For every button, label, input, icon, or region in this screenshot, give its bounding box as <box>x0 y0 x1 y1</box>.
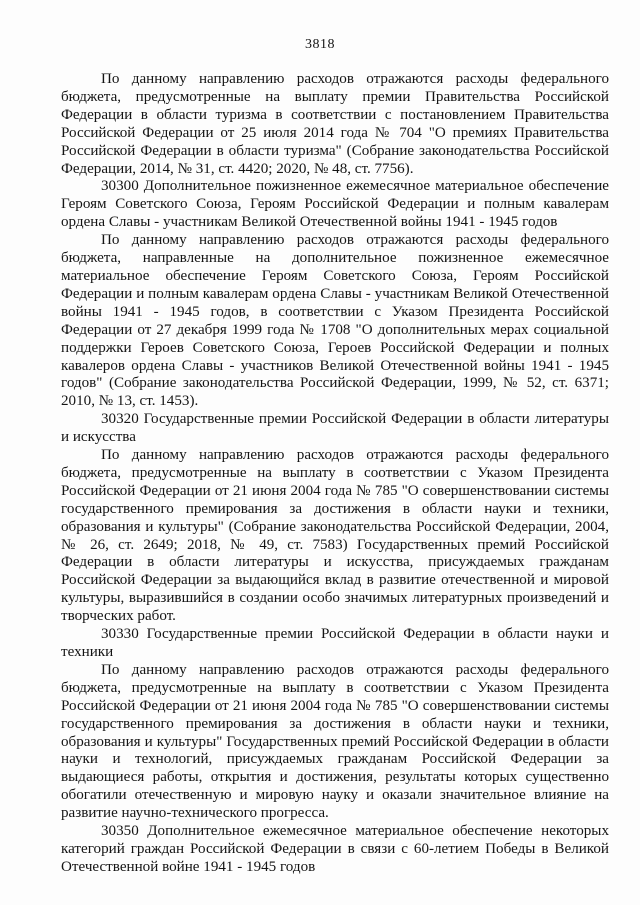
paragraph-code-30320-heading: 30320 Государственные премии Российской Федерации в области литературы и искусства <box>61 411 609 446</box>
paragraph-code-30320-description: По данному направлению расходов отражаются расходы федерального бюджета, предусмотренные на выплату в соответствии с Указом Президента Российской Федерации от 21 июня 2004 года № 785 "О совершенствовании системы государственного премирования за достижения в области науки и техники, образования и культуры" (Собрание законодательства Российской Федерации, 2004, № 26, ст. 2649; 2018, № 49, ст. 7583) Государственных премий Российской Федерации в области литературы и искусства, присуждаемых гражданам Российской Федерации за выдающийся вклад в развитие отечественной и мировой культуры, выразившийся в создании особо значимых литературных произведений и творческих работ. <box>61 447 609 625</box>
document-body <box>61 71 609 877</box>
paragraph-code-30330-heading: 30330 Государственные премии Российской Федерации в области науки и техники <box>61 626 609 660</box>
page-number: 3818 <box>305 37 335 52</box>
paragraph-code-30300-heading: 30300 Дополнительное пожизненное ежемесячное материальное обеспечение Героям Советского Союза, Героям Российской Федерации и полным кавалерам ордена Славы - участникам Великой Отечественной войны 1941 - 1945 годов <box>61 178 609 231</box>
paragraph-code-30330-description: По данному направлению расходов отражаются расходы федерального бюджета, предусмотренные на выплату в соответствии с Указом Президента Российской Федерации от 21 июня 2004 года № 785 "О совершенствовании системы государственного премирования за достижения в области науки и техники, образования и культуры" Государственных премий Российской Федерации в области науки и технологий, присуждаемых гражданам Российской Федерации за выдающиеся работы, открытия и достижения, результаты которых существенно обогатили отечественную и мировую науку и оказали значительное влияние на развитие научно-технического прогресса. <box>61 661 609 822</box>
paragraph-code-30350-heading: 30350 Дополнительное ежемесячное материальное обеспечение некоторых категорий граждан Российской Федерации в связи с 60-летием Победы в Великой Отечественной войне 1941 - 1945 годов <box>61 823 609 875</box>
paragraph-tourism-prize-description: По данному направлению расходов отражаются расходы федерального бюджета, предусмотренные на выплату премии Правительства Российской Федерации в области туризма в соответствии с постановлением Правительства Российской Федерации от 25 июля 2014 года № 704 "О премиях Правительства Российской Федерации в области туризма" (Собрание законодательства Российской Федерации, 2014, № 31, ст. 4420; 2020, № 48, ст. 7756). <box>61 71 609 177</box>
paragraph-code-30300-description: По данному направлению расходов отражаются расходы федерального бюджета, направленные на дополнительное пожизненное ежемесячное материальное обеспечение Героям Советского Союза, Героям Российской Федерации и полным кавалерам ордена Славы - участникам Великой Отечественной войны 1941 - 1945 годов, в соответствии с Указом Президента Российской Федерации от 27 декабря 1999 года № 1708 "О дополнительных мерах социальной поддержки Героев Советского Союза, Героев Российской Федерации и полных кавалеров ордена Славы - участников Великой Отечественной войны 1941 - 1945 годов" (Собрание законодательства Российской Федерации, 1999, № 52, ст. 6371; 2010, № 13, ст. 1453). <box>61 232 609 410</box>
